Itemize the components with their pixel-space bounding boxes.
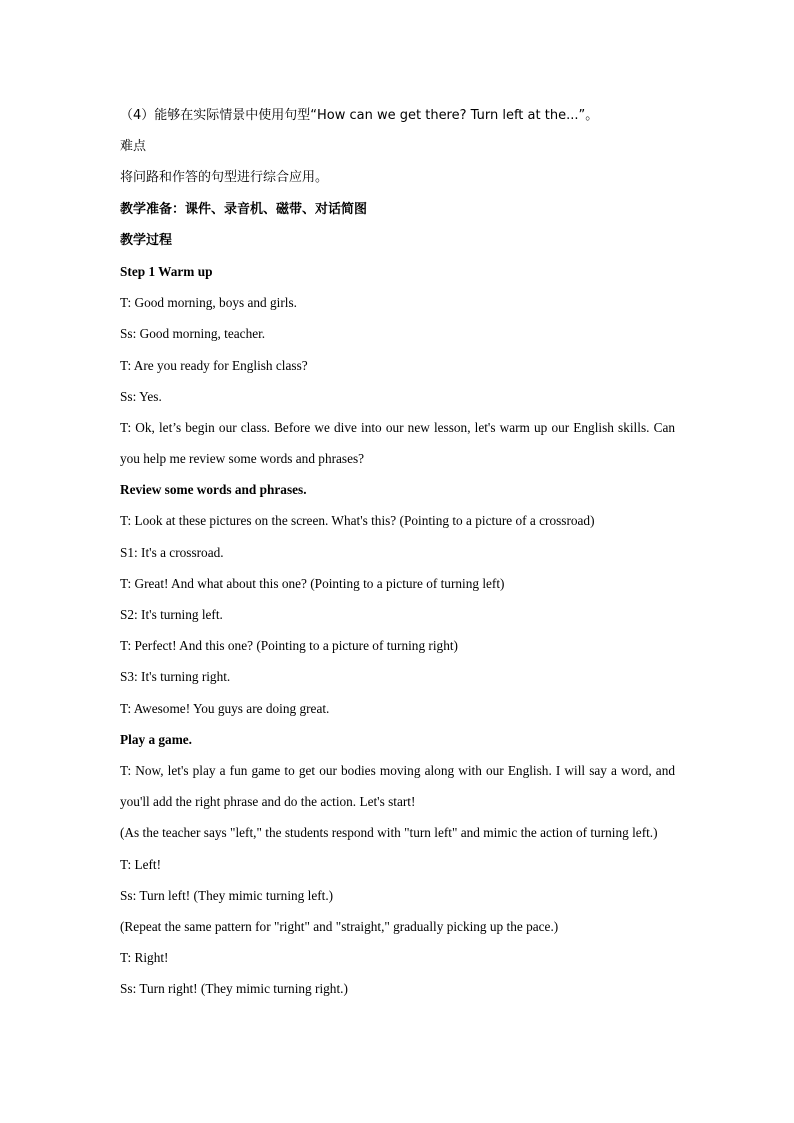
dialogue-line: T: Good morning, boys and girls. — [120, 295, 297, 311]
dialogue-line: Ss: Good morning, teacher. — [120, 326, 266, 342]
dialogue-line: T: Left! — [120, 856, 162, 872]
dialogue-line: S1: It's a crossroad. — [120, 544, 224, 560]
dialogue-line: Ss: Yes. — [120, 388, 162, 404]
objective-line-4: （4）能够在实际情景中使用句型“How can we get there? Turn left at the...”。 — [120, 108, 599, 123]
difficulty-text: 将问路和作答的句型进行综合应用。 — [120, 170, 329, 186]
document-body — [120, 100, 675, 1005]
dialogue-line: T: Great! And what about this one? (Pointing to a picture of turning left) — [120, 575, 505, 591]
dialogue-paragraph: T: Now, let's play a fun game to get our bodies moving along with our English. I will say a word, and you'll add the right phrase and do the action. Let's start! — [120, 762, 675, 810]
preparation-line: 教学准备：课件、录音机、磁带、对话简图 — [120, 201, 368, 217]
game-heading: Play a game. — [120, 731, 193, 747]
dialogue-line: S3: It's turning right. — [120, 669, 231, 685]
dialogue-line: Ss: Turn left! (They mimic turning left.) — [120, 887, 334, 903]
step-1-heading: Step 1 Warm up — [120, 263, 213, 279]
dialogue-line: Ss: Turn right! (They mimic turning right.) — [120, 981, 348, 997]
review-heading: Review some words and phrases. — [120, 482, 307, 498]
dialogue-paragraph: T: Ok, let’s begin our class. Before we dive into our new lesson, let's warm up our English skills. Can you help me review some words and phrases? — [120, 419, 675, 467]
stage-direction: (Repeat the same pattern for "right" and "straight," gradually picking up the pace.) — [120, 918, 559, 934]
difficulty-heading: 难点 — [120, 139, 147, 155]
dialogue-line: T: Perfect! And this one? (Pointing to a picture of turning right) — [120, 638, 458, 654]
dialogue-line: T: Right! — [120, 950, 169, 966]
dialogue-line: T: Awesome! You guys are doing great. — [120, 700, 330, 716]
dialogue-line: S2: It's turning left. — [120, 607, 223, 623]
stage-direction: (As the teacher says "left," the students respond with "turn left" and mimic the action of turning left.) — [120, 825, 658, 841]
dialogue-line: T: Look at these pictures on the screen. What's this? (Pointing to a picture of a crossroad) — [120, 513, 595, 529]
process-heading: 教学过程 — [120, 232, 173, 248]
dialogue-line: T: Are you ready for English class? — [120, 357, 308, 373]
